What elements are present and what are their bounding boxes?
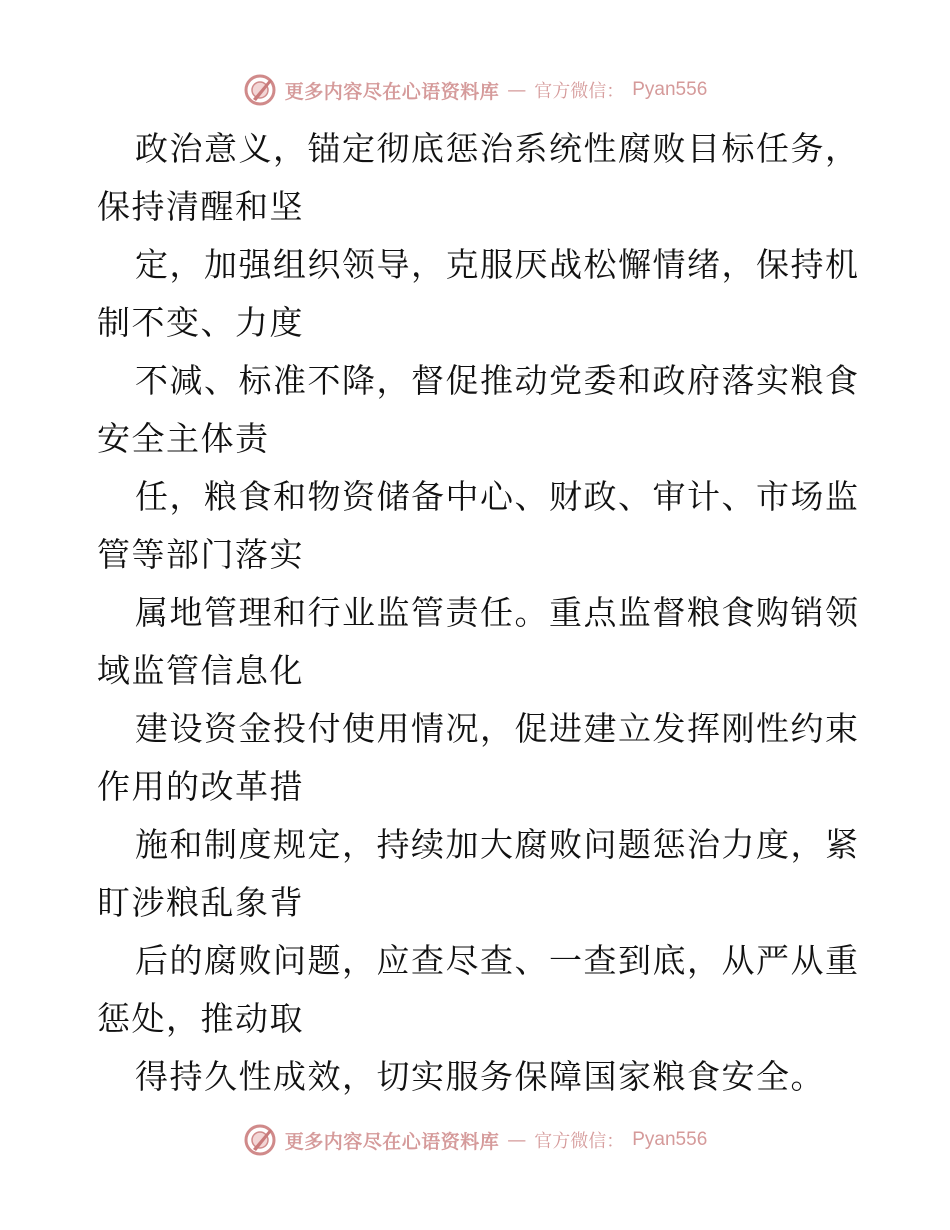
body-line: 惩处，推动取	[97, 999, 304, 1038]
body-line: 建设资金投付使用情况，促进建立发挥刚性约束	[135, 709, 860, 748]
watermark-official-label: 官方微信：	[534, 81, 625, 102]
body-line: 保持清醒和坚	[97, 187, 304, 226]
watermark-wechat-id: Pyan556	[632, 79, 708, 100]
quill-seal-icon	[243, 73, 277, 107]
body-line: 域监管信息化	[97, 651, 304, 690]
body-line: 安全主体责	[97, 419, 270, 458]
body-line: 定，加强组织领导，克服厌战松懈情绪，保持机	[135, 245, 860, 284]
footer-watermark	[0, 1120, 950, 1160]
body-line: 施和制度规定，持续加大腐败问题惩治力度，紧	[135, 825, 860, 864]
watermark-dash: —	[507, 1129, 527, 1151]
header-watermark	[0, 70, 950, 110]
watermark-dash: —	[507, 79, 527, 101]
watermark-brand-text: 更多内容尽在心语资料库	[284, 1130, 500, 1153]
body-line: 后的腐败问题，应查尽查、一查到底，从严从重	[135, 941, 860, 980]
body-line: 政治意义，锚定彻底惩治系统性腐败目标任务，	[135, 129, 860, 168]
quill-seal-icon	[243, 1123, 277, 1157]
watermark-wechat-id: Pyan556	[632, 1129, 708, 1150]
document-body	[97, 120, 860, 1106]
body-line: 不减、标准不降，督促推动党委和政府落实粮食	[135, 361, 860, 400]
body-line: 属地管理和行业监管责任。重点监督粮食购销领	[135, 593, 860, 632]
body-line: 盯涉粮乱象背	[97, 883, 304, 922]
watermark-official-label: 官方微信：	[534, 1131, 625, 1152]
watermark-brand-text: 更多内容尽在心语资料库	[284, 80, 500, 103]
body-line: 作用的改革措	[97, 767, 304, 806]
body-line: 管等部门落实	[97, 535, 304, 574]
body-line: 任，粮食和物资储备中心、财政、审计、市场监	[135, 477, 860, 516]
body-line: 制不变、力度	[97, 303, 304, 342]
body-line: 得持久性成效，切实服务保障国家粮食安全。	[135, 1057, 825, 1096]
